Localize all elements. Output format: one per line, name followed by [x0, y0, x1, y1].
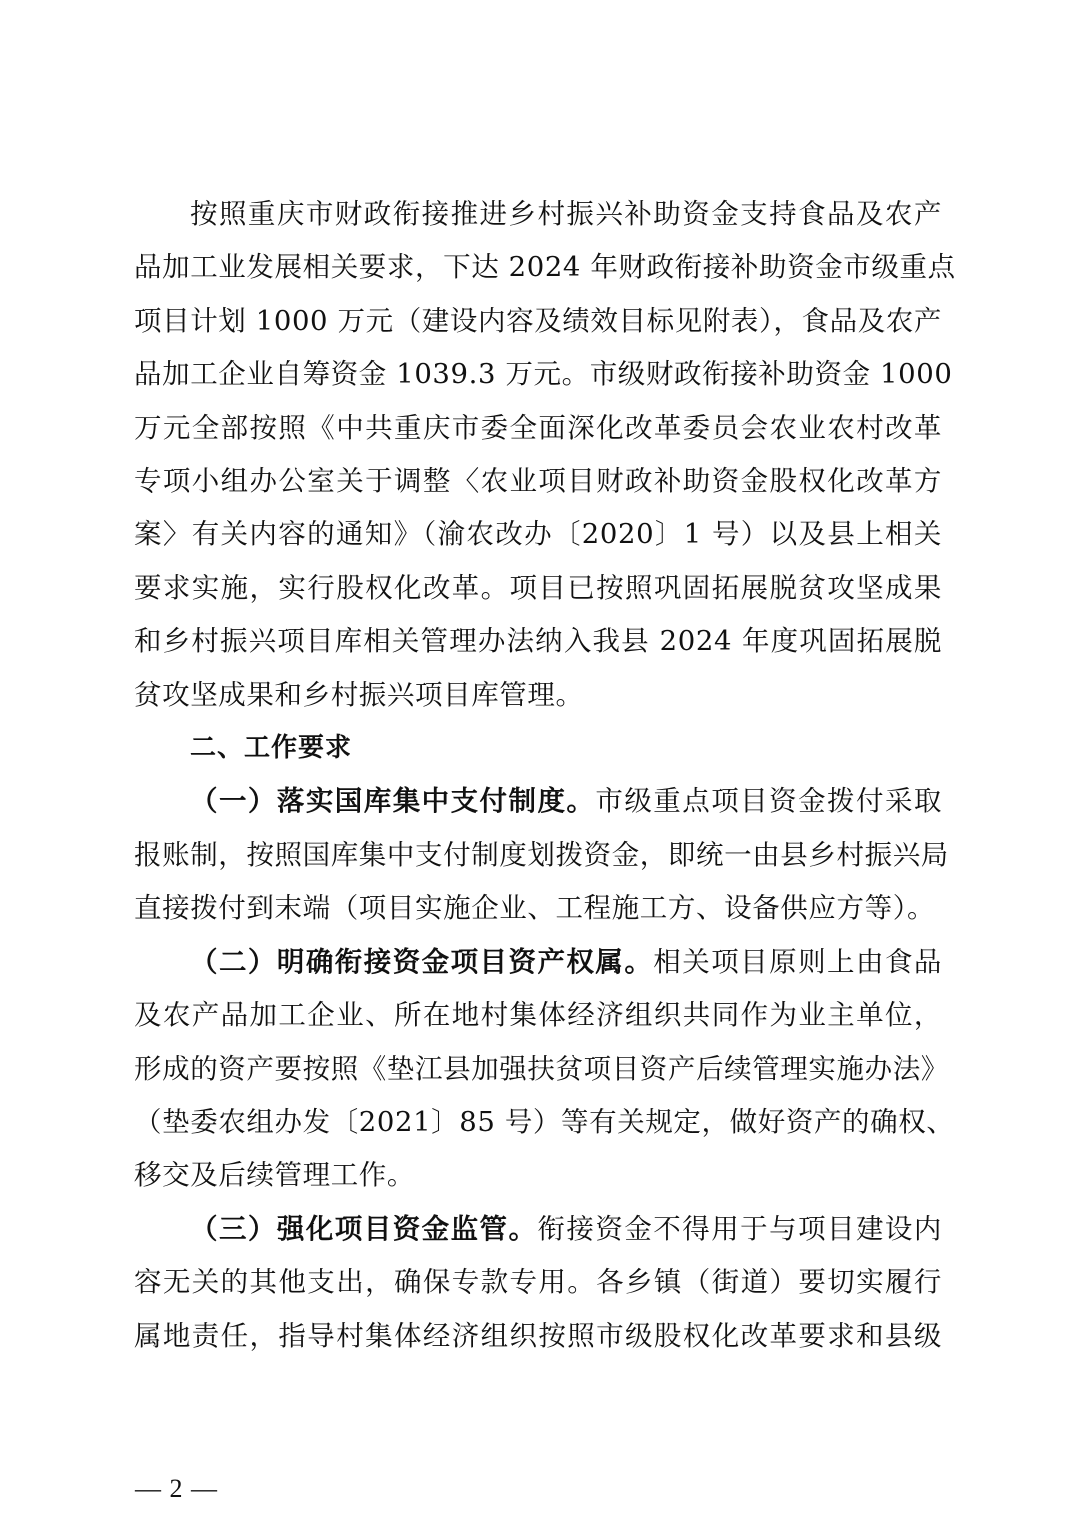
item-lead: （二）明确衔接资金项目资产权属。: [190, 945, 654, 978]
paragraph-line: 和乡村振兴项目库相关管理办法纳入我县 2024 年度巩固拓展脱: [134, 625, 942, 658]
paragraph-line: 贫攻坚成果和乡村振兴项目库管理。: [134, 678, 584, 711]
paragraph-line: 案〉有关内容的通知》（渝农改办〔2020〕1 号）以及县上相关: [134, 518, 942, 551]
paragraph-line: 及农产品加工企业、所在地村集体经济组织共同作为业主单位，: [134, 999, 942, 1032]
paragraph-line: 专项小组办公室关于调整〈农业项目财政补助资金股权化改革方: [134, 465, 942, 498]
paragraph-line: 按照重庆市财政衔接推进乡村振兴补助资金支持食品及农产: [190, 198, 942, 230]
paragraph-item-3: [134, 1203, 942, 1363]
paragraph-line: 万元全部按照《中共重庆市委全面深化改革委员会农业农村改革: [134, 411, 942, 444]
document-body: [134, 188, 956, 1363]
paragraph-line: 品加工企业自筹资金 1039.3 万元。市级财政衔接补助资金 1000: [134, 358, 953, 391]
paragraph-line: 直接拨付到末端（项目实施企业、工程施工方、设备供应方等）。: [134, 892, 936, 925]
section-heading: 二、工作要求: [190, 733, 353, 764]
paragraph-line: 要求实施，实行股权化改革。项目已按照巩固拓展脱贫攻坚成果: [134, 571, 942, 604]
item-lead: （三）强化项目资金监管。: [190, 1212, 538, 1245]
paragraph-line: 移交及后续管理工作。: [134, 1159, 415, 1192]
item-text: 相关项目原则上由食品: [653, 945, 942, 978]
paragraph-item-2: [134, 936, 955, 1203]
paragraph-line: 品加工业发展相关要求，下达 2024 年财政衔接补助资金市级重点: [134, 251, 956, 284]
item-text: 衔接资金不得用于与项目建设内: [537, 1212, 942, 1245]
paragraph-line: [134, 936, 942, 989]
item-lead: （一）落实国库集中支付制度。: [190, 785, 596, 818]
paragraph-line: 报账制，按照国库集中支付制度划拨资金，即统一由县乡村振兴局: [134, 838, 949, 871]
paragraph-line: 容无关的其他支出，确保专款专用。各乡镇（街道）要切实履行: [134, 1266, 942, 1299]
item-text: 市级重点项目资金拨付采取: [595, 785, 943, 818]
page-number: — 2 —: [135, 1474, 218, 1503]
paragraph-line: 属地责任，指导村集体经济组织按照市级股权化改革要求和县级: [134, 1319, 942, 1352]
paragraph-item-1: [134, 775, 949, 935]
paragraph-line: [134, 775, 942, 828]
paragraph-line: （垫委农组办发〔2021〕85 号）等有关规定，做好资产的确权、: [134, 1105, 955, 1138]
paragraph-line: 形成的资产要按照《垫江县加强扶贫项目资产后续管理实施办法》: [134, 1052, 949, 1085]
paragraph-line: [134, 1203, 942, 1256]
paragraph-line: 项目计划 1000 万元（建设内容及绩效目标见附表），食品及农产: [134, 304, 942, 337]
paragraph-funding-plan: [134, 188, 956, 722]
